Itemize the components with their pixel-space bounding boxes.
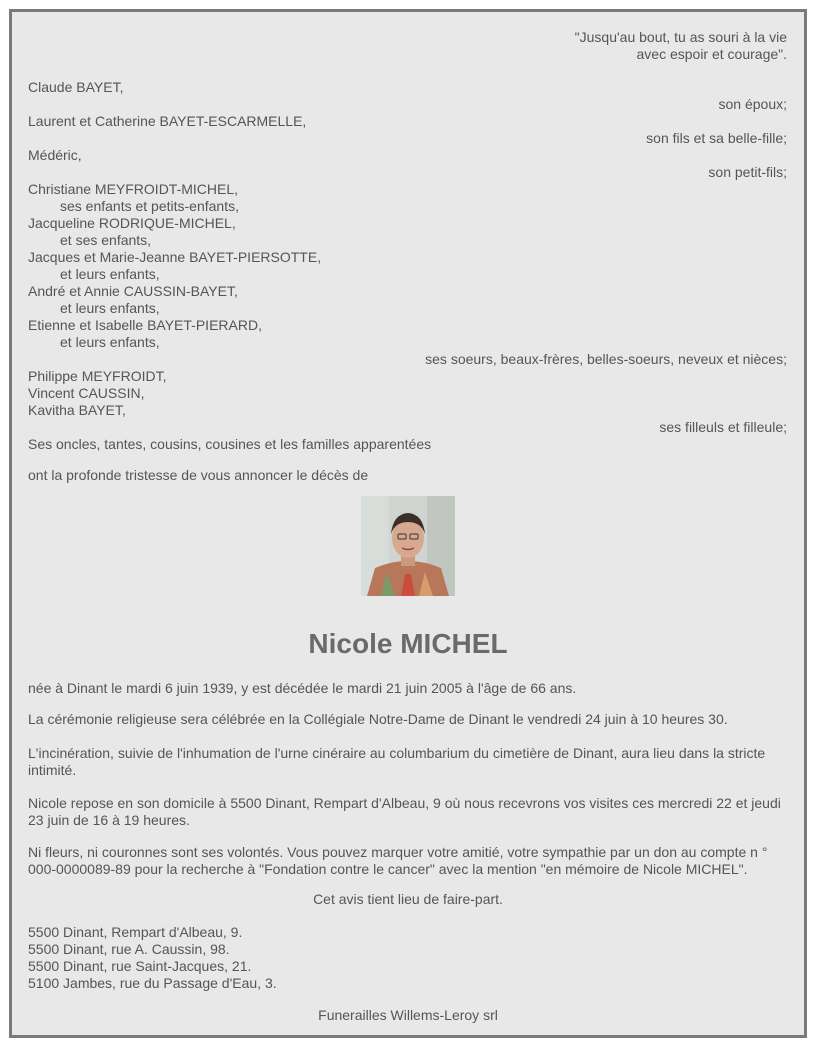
funeral-home: Funerailles Willems-Leroy srl [318,1007,498,1023]
relatives-line: Ses oncles, tantes, cousins, cousines et les familles apparentées [28,436,432,452]
flowers-paragraph: Ni fleurs, ni couronnes sont ses volontés. Vous pouvez marquer votre amitié, votre sympathie par un don au compte n ° 000-0000089-89 pour la recherche à "Fondation contre le cancer" avec la mention "en mémoire de Nicole MICHEL". [28,844,768,877]
sibling-line: ses enfants et petits-enfants, [60,198,239,214]
godchild-line: Kavitha BAYET, [28,402,126,418]
quote-line-1: "Jusqu'au bout, tu as souri à la vie [574,29,787,45]
address-line: 5100 Jambes, rue du Passage d'Eau, 3. [28,975,277,991]
sibling-line: et leurs enfants, [60,266,160,282]
sibling-line: André et Annie CAUSSIN-BAYET, [28,283,238,299]
son-role: son fils et sa belle-fille; [646,130,787,146]
portrait-image [361,496,455,596]
sibling-line: et leurs enfants, [60,300,160,316]
address-line: 5500 Dinant, rue Saint-Jacques, 21. [28,958,252,974]
spouse-name: Claude BAYET, [28,79,124,95]
ceremony-paragraph: La cérémonie religieuse sera célébrée en la Collégiale Notre-Dame de Dinant le vendredi 24 juin à 10 heures 30. [28,711,728,727]
quote-line-2: avec espoir et courage". [636,46,787,62]
obituary-card [9,9,807,1038]
visits-paragraph: Nicole repose en son domicile à 5500 Dinant, Rempart d'Albeau, 9 où nous recevrons vos visites ces mercredi 22 et jeudi 23 juin de 16 à 19 heures. [28,795,781,828]
cremation-paragraph: L'incinération, suivie de l'inhumation de l'urne cinéraire au columbarium du cimetière de Dinant, aura lieu dans la stricte intimité. [28,745,766,778]
sibling-line: Jacqueline RODRIQUE-MICHEL, [28,215,236,231]
notice-line: Cet avis tient lieu de faire-part. [313,891,503,907]
sibling-line: Etienne et Isabelle BAYET-PIERARD, [28,317,262,333]
godchild-line: Philippe MEYFROIDT, [28,368,167,384]
siblings-role: ses soeurs, beaux-frères, belles-soeurs, neveux et nièces; [425,351,787,367]
deceased-name: Nicole MICHEL [308,628,508,659]
spouse-role: son époux; [718,96,787,112]
sibling-line: Christiane MEYFROIDT-MICHEL, [28,181,239,197]
son-name: Laurent et Catherine BAYET-ESCARMELLE, [28,113,307,129]
announce-line: ont la profonde tristesse de vous annoncer le décès de [28,467,369,483]
grandson-name: Médéric, [28,147,82,163]
sibling-line: Jacques et Marie-Jeanne BAYET-PIERSOTTE, [28,249,322,265]
birth-death-line: née à Dinant le mardi 6 juin 1939, y est décédée le mardi 21 juin 2005 à l'âge de 66 ans. [28,680,577,696]
sibling-line: et leurs enfants, [60,334,160,350]
portrait-photo [361,496,455,596]
sibling-line: et ses enfants, [60,232,152,248]
godchildren-role: ses filleuls et filleule; [659,419,787,435]
godchild-line: Vincent CAUSSIN, [28,385,145,401]
address-line: 5500 Dinant, rue A. Caussin, 98. [28,941,230,957]
grandson-role: son petit-fils; [708,164,787,180]
address-line: 5500 Dinant, Rempart d'Albeau, 9. [28,924,243,940]
